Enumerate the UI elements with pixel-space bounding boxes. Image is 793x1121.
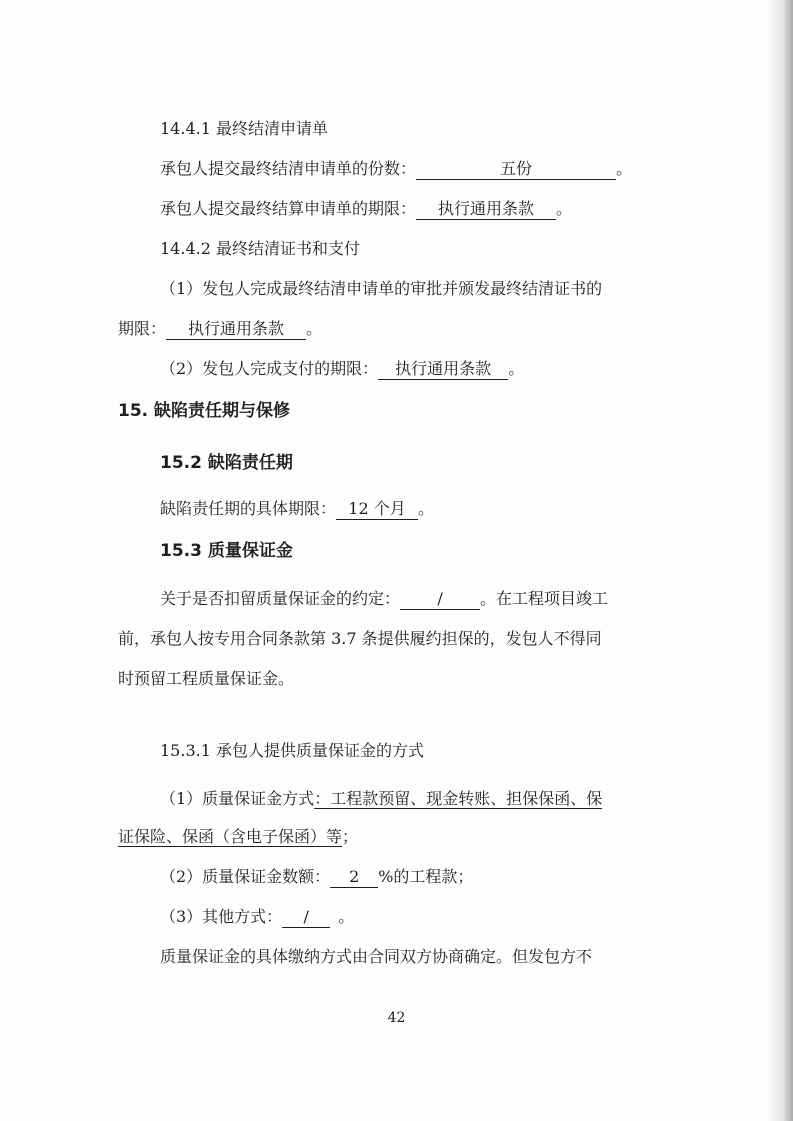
method-2-value: 2 [330, 867, 378, 888]
method-3-end: 。 [338, 907, 355, 926]
section-15-3-1-heading: 15.3.1 承包人提供质量保证金的方式 [160, 741, 424, 760]
section-15-2-heading: 15.2 缺陷责任期 [160, 453, 293, 473]
method-1-value-part2: 证保险、保函（含电子保函）等 [118, 827, 343, 846]
method-3-label: （3）其他方式： [160, 907, 283, 926]
copies-label: 承包人提交最终结清申请单的份数： [160, 159, 417, 178]
retention-label: 关于是否扣留质量保证金的约定： [160, 589, 401, 608]
retention-rest: 。在工程项目竣工 [480, 589, 609, 608]
method-2-label: （2）质量保证金数额： [160, 867, 331, 886]
section-14-4-2-heading: 14.4.2 最终结清证书和支付 [160, 239, 360, 258]
method-1-end: ； [342, 827, 359, 846]
retention-line-1 [160, 588, 608, 610]
method-1-label: （1）质量保证金方式 [160, 789, 315, 808]
retention-line-3: 时预留工程质量保证金。 [118, 669, 295, 688]
item-2-end: 。 [508, 359, 525, 378]
copies-end: 。 [616, 159, 633, 178]
final-calc-deadline-line [160, 198, 572, 220]
method-3-line [160, 906, 354, 928]
section-14-4-1-heading: 14.4.1 最终结清申请单 [160, 119, 328, 138]
defect-period-line [160, 498, 434, 520]
method-1-value-part1: ：工程款预留、现金转账、担保保函、保 [314, 789, 603, 808]
final-settlement-copies-line [160, 158, 632, 180]
item-1-end: 。 [306, 319, 323, 338]
copies-value: 五份 [416, 159, 616, 180]
section-15-heading: 15. 缺陷责任期与保修 [118, 401, 291, 421]
defect-period-label: 缺陷责任期的具体期限： [160, 499, 337, 518]
item-2-value: 执行通用条款 [378, 359, 508, 380]
method-1-line [160, 788, 602, 810]
deadline-calc-end: 。 [556, 199, 573, 218]
deadline-calc-label: 承包人提交最终结算申请单的期限： [160, 199, 417, 218]
item-2-line [160, 358, 524, 380]
defect-period-end: 。 [418, 499, 435, 518]
method-1-continuation [118, 826, 358, 848]
retention-line-2: 前，承包人按专用合同条款第 3.7 条提供履约担保的，发包人不得同 [118, 629, 602, 648]
item-1-period-label: 期限： [118, 319, 167, 338]
retention-value: / [400, 589, 480, 610]
item-2-label: （2）发包人完成支付的期限： [160, 359, 379, 378]
section-15-3-heading: 15.3 质量保证金 [160, 541, 293, 561]
method-2-rest: %的工程款； [378, 867, 474, 886]
scan-edge-shadow [767, 0, 793, 1121]
defect-period-value: 12 个月 [336, 499, 418, 520]
method-3-value: / [282, 907, 330, 928]
deadline-calc-value: 执行通用条款 [416, 199, 556, 220]
item-1-continuation [118, 318, 322, 340]
closing-line: 质量保证金的具体缴纳方式由合同双方协商确定。但发包方不 [160, 947, 593, 966]
item-1-value: 执行通用条款 [166, 319, 306, 340]
item-1-line: （1）发包人完成最终结清申请单的审批并颁发最终结清证书的 [160, 279, 603, 298]
page-number: 42 [387, 1010, 406, 1026]
method-2-line [160, 866, 473, 888]
